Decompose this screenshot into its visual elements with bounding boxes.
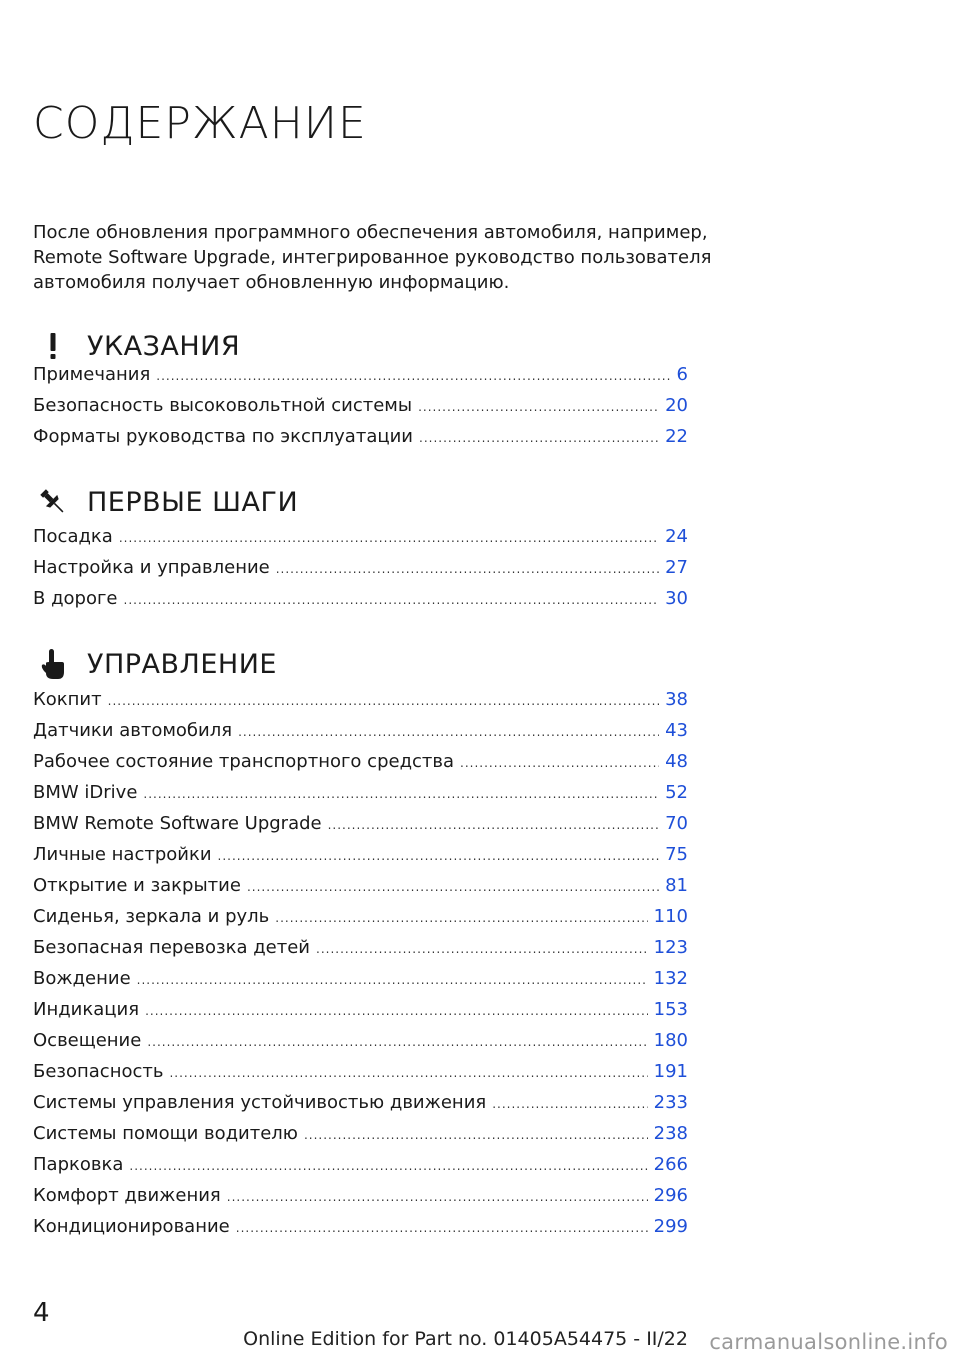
- toc-entry[interactable]: [33, 1216, 688, 1247]
- toc-page-link[interactable]: 123: [653, 937, 688, 958]
- dot-leader: [275, 911, 647, 925]
- dot-leader: [145, 1004, 648, 1018]
- section-title: УКАЗАНИЯ: [87, 330, 241, 362]
- page-title: СОДЕРЖАНИЕ: [33, 98, 367, 149]
- dot-leader: [137, 973, 648, 987]
- toc-page-link[interactable]: 110: [653, 906, 688, 927]
- toc-page-link[interactable]: 70: [665, 813, 688, 834]
- toc-list-ukazaniya: [33, 364, 688, 457]
- dot-leader: [227, 1190, 648, 1204]
- dot-leader: [236, 1221, 648, 1235]
- toc-entry-label: Примечания: [33, 364, 151, 385]
- toc-page-link[interactable]: 38: [665, 689, 688, 710]
- toc-page-link[interactable]: 81: [665, 875, 688, 896]
- toc-page-link[interactable]: 132: [653, 968, 688, 989]
- toc-entry-label: Сиденья, зеркала и руль: [33, 906, 270, 927]
- toc-entry[interactable]: [33, 968, 688, 999]
- toc-entry[interactable]: [33, 689, 688, 720]
- dot-leader: [147, 1035, 647, 1049]
- toc-entry[interactable]: [33, 526, 688, 557]
- toc-page-link[interactable]: 75: [665, 844, 688, 865]
- watermark: carmanualsonline.info: [709, 1330, 948, 1354]
- dot-leader: [328, 818, 659, 832]
- toc-entry-label: Безопасность высоковольтной системы: [33, 395, 413, 416]
- toc-entry-label: Освещение: [33, 1030, 142, 1051]
- pushpin-icon: [33, 482, 73, 522]
- toc-list-pervye-shagi: [33, 526, 688, 619]
- dot-leader: [238, 725, 659, 739]
- toc-page-link[interactable]: 153: [653, 999, 688, 1020]
- toc-page-link[interactable]: 24: [665, 526, 688, 547]
- toc-entry-label: Парковка: [33, 1154, 124, 1175]
- toc-page-link[interactable]: 233: [653, 1092, 688, 1113]
- toc-entry[interactable]: [33, 395, 688, 426]
- dot-leader: [156, 369, 670, 383]
- toc-entry[interactable]: [33, 1123, 688, 1154]
- footer-edition-note: Online Edition for Part no. 01405A54475 - II/22: [243, 1328, 688, 1350]
- dot-leader: [108, 694, 659, 708]
- section-header-pervye-shagi: [33, 482, 298, 522]
- toc-entry[interactable]: [33, 1185, 688, 1216]
- toc-entry-label: Датчики автомобиля: [33, 720, 233, 741]
- toc-entry[interactable]: [33, 1061, 688, 1092]
- toc-entry[interactable]: [33, 937, 688, 968]
- toc-entry-label: В дороге: [33, 588, 118, 609]
- toc-entry-label: Системы управления устойчивостью движения: [33, 1092, 487, 1113]
- toc-entry[interactable]: [33, 906, 688, 937]
- dot-leader: [276, 562, 659, 576]
- toc-entry-label: Системы помощи водителю: [33, 1123, 298, 1144]
- toc-page-link[interactable]: 20: [665, 395, 688, 416]
- toc-entry-label: Настройка и управление: [33, 557, 270, 578]
- toc-entry[interactable]: [33, 364, 688, 395]
- toc-entry[interactable]: [33, 875, 688, 906]
- toc-entry-label: Кокпит: [33, 689, 102, 710]
- toc-entry-label: Кондиционирование: [33, 1216, 230, 1237]
- toc-entry[interactable]: [33, 813, 688, 844]
- toc-entry[interactable]: [33, 1154, 688, 1185]
- toc-entry[interactable]: [33, 844, 688, 875]
- toc-entry[interactable]: [33, 751, 688, 782]
- toc-page-link[interactable]: 6: [676, 364, 688, 385]
- dot-leader: [119, 531, 659, 545]
- toc-entry[interactable]: [33, 557, 688, 588]
- toc-entry-label: Форматы руководства по эксплуатации: [33, 426, 414, 447]
- toc-entry-label: Рабочее состояние транспортного средства: [33, 751, 455, 772]
- toc-entry-label: Посадка: [33, 526, 113, 547]
- toc-page-link[interactable]: 43: [665, 720, 688, 741]
- toc-page-link[interactable]: 48: [665, 751, 688, 772]
- page-number: 4: [33, 1298, 50, 1328]
- toc-entry-label: Личные настройки: [33, 844, 212, 865]
- toc-page-link[interactable]: 238: [653, 1123, 688, 1144]
- toc-page-link[interactable]: 22: [665, 426, 688, 447]
- toc-entry-label: BMW Remote Software Upgrade: [33, 813, 322, 834]
- toc-list-upravlenie: [33, 689, 688, 1247]
- dot-leader: [247, 880, 659, 894]
- toc-entry-label: Безопасная перевозка детей: [33, 937, 310, 958]
- pointing-hand-icon: [33, 644, 73, 684]
- toc-entry[interactable]: [33, 720, 688, 751]
- dot-leader: [304, 1128, 648, 1142]
- section-title: ПЕРВЫЕ ШАГИ: [87, 486, 299, 518]
- exclamation-icon: [33, 326, 73, 366]
- toc-entry[interactable]: [33, 426, 688, 457]
- toc-page-link[interactable]: 27: [665, 557, 688, 578]
- toc-entry[interactable]: [33, 1092, 688, 1123]
- toc-page-link[interactable]: 191: [653, 1061, 688, 1082]
- dot-leader: [143, 787, 659, 801]
- dot-leader: [460, 756, 659, 770]
- toc-entry[interactable]: [33, 782, 688, 813]
- toc-page-link[interactable]: 299: [653, 1216, 688, 1237]
- dot-leader: [316, 942, 648, 956]
- toc-page-link[interactable]: 52: [665, 782, 688, 803]
- toc-entry[interactable]: [33, 999, 688, 1030]
- toc-entry-label: Безопасность: [33, 1061, 164, 1082]
- toc-entry-label: Индикация: [33, 999, 140, 1020]
- dot-leader: [218, 849, 660, 863]
- dot-leader: [492, 1097, 647, 1111]
- toc-entry[interactable]: [33, 588, 688, 619]
- toc-page-link[interactable]: 30: [665, 588, 688, 609]
- dot-leader: [169, 1066, 647, 1080]
- toc-entry[interactable]: [33, 1030, 688, 1061]
- dot-leader: [129, 1159, 647, 1173]
- section-title: УПРАВЛЕНИЕ: [87, 648, 277, 680]
- toc-entry-label: Вождение: [33, 968, 131, 989]
- section-header-upravlenie: [33, 644, 277, 684]
- dot-leader: [124, 593, 660, 607]
- intro-text: После обновления программного обеспечения автомобиля, например, Remote Software Upgrade, интегрированное руководство пользователя автомобиля получает обновленную информацию.: [33, 222, 712, 293]
- section-header-ukazaniya: [33, 326, 240, 366]
- toc-page-link[interactable]: 180: [653, 1030, 688, 1051]
- toc-entry-label: BMW iDrive: [33, 782, 138, 803]
- dot-leader: [419, 431, 659, 445]
- toc-page-link[interactable]: 296: [653, 1185, 688, 1206]
- dot-leader: [418, 400, 659, 414]
- toc-page-link[interactable]: 266: [653, 1154, 688, 1175]
- toc-entry-label: Комфорт движения: [33, 1185, 221, 1206]
- toc-entry-label: Открытие и закрытие: [33, 875, 241, 896]
